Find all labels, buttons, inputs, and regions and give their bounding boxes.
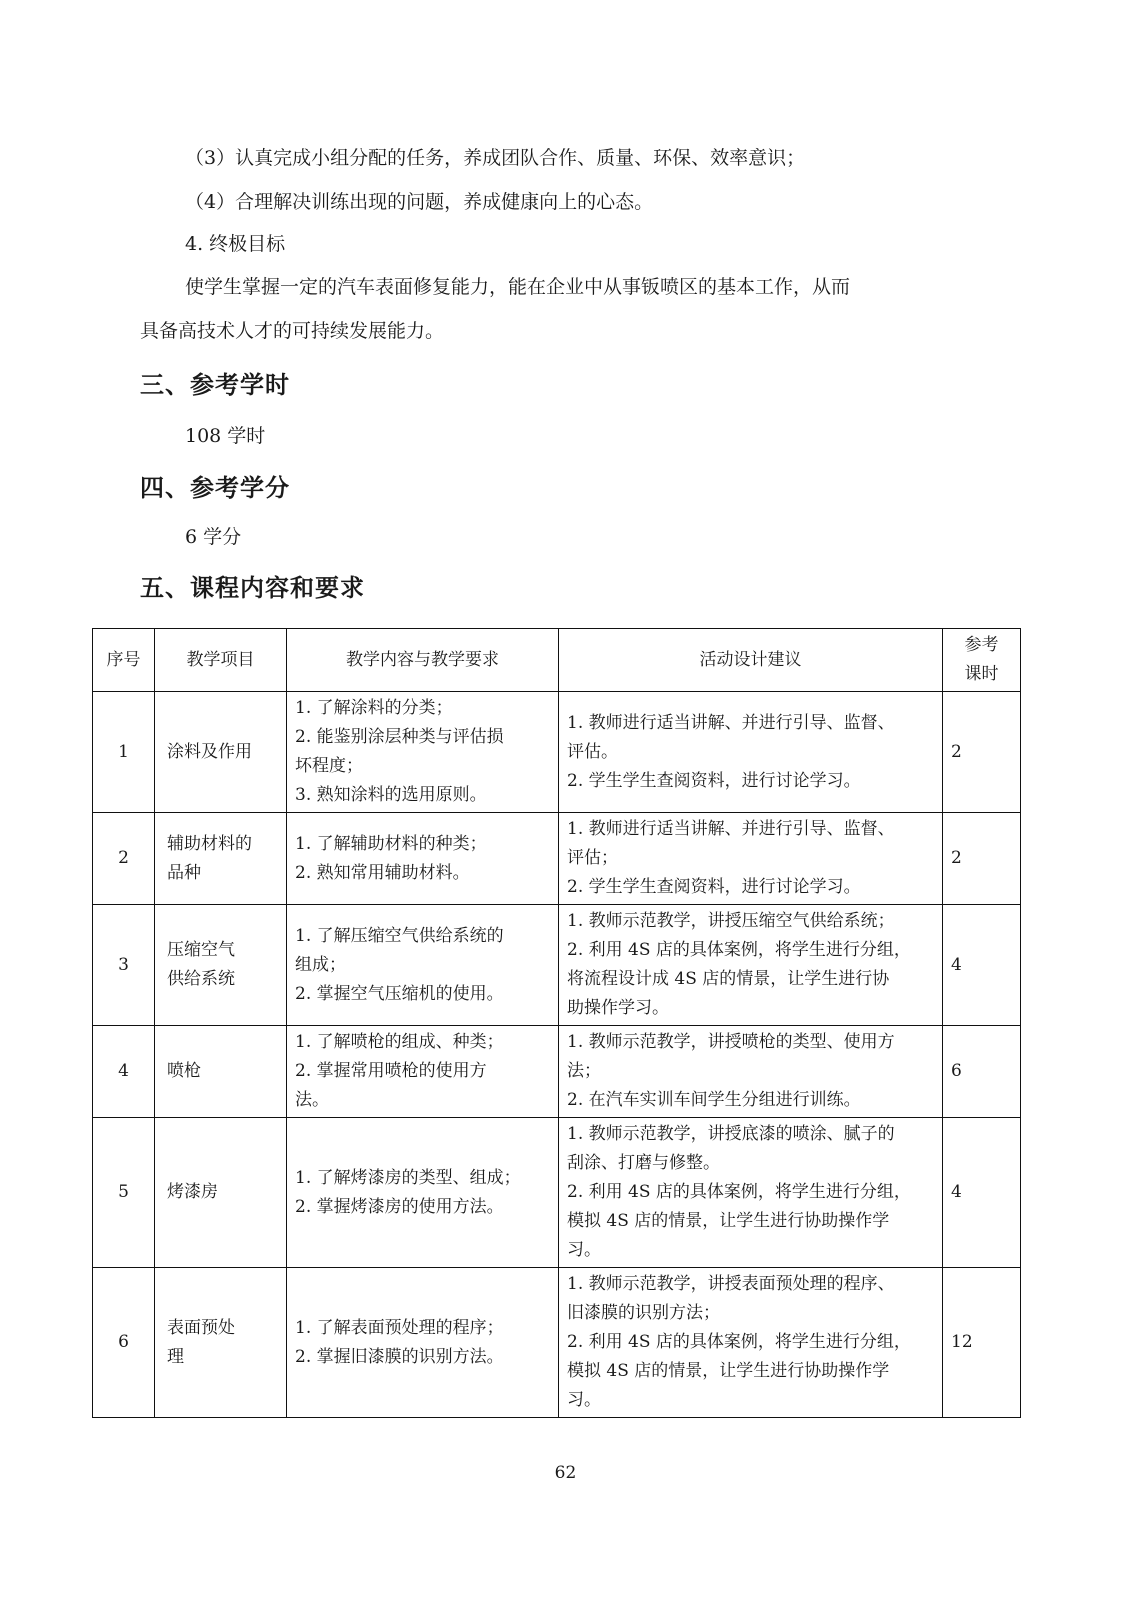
- cell-content-line: 2. 熟知常用辅助材料。: [295, 862, 470, 883]
- cell-activity-line: 2. 利用 4S 店的具体案例，将学生进行分组，: [567, 1332, 911, 1352]
- cell-content-line: 2. 掌握常用喷枪的使用方: [295, 1061, 487, 1081]
- cell-hours: 4: [943, 1118, 1021, 1268]
- header-index: 序号: [93, 629, 155, 692]
- cell-content-line: 1. 了解喷枪的组成、种类；: [295, 1032, 504, 1052]
- cell-item-line: 品种: [167, 862, 201, 883]
- cell-activity-line: 模拟 4S 店的情景，让学生进行协助操作学: [567, 1211, 890, 1231]
- cell-content-line: 坏程度；: [295, 756, 363, 776]
- page-number: 62: [554, 1463, 577, 1483]
- cell-index: 2: [93, 813, 155, 905]
- cell-hours: 6: [943, 1026, 1021, 1118]
- cell-hours: 2: [943, 692, 1021, 813]
- cell-content: [287, 905, 559, 1026]
- cell-activity-line: 1. 教师进行适当讲解、并进行引导、监督、: [567, 819, 895, 839]
- cell-activity: [559, 1118, 943, 1268]
- cell-content: [287, 813, 559, 905]
- header-content: 教学内容与教学要求: [287, 629, 559, 692]
- cell-activity: [559, 1026, 943, 1118]
- cell-item-line: 供给系统: [167, 969, 235, 989]
- header-hours-line-2: 课时: [964, 664, 999, 684]
- cell-item-line: 喷枪: [167, 1061, 201, 1081]
- cell-index: 4: [93, 1026, 155, 1118]
- cell-item-line: 烤漆房: [167, 1182, 218, 1202]
- cell-index: 3: [93, 905, 155, 1026]
- objective-item-3: （3）认真完成小组分配的任务，养成团队合作、质量、环保、效率意识；: [185, 147, 806, 169]
- cell-content-line: 2. 掌握空气压缩机的使用。: [295, 983, 504, 1004]
- cell-item: [155, 692, 287, 813]
- section-title-credits: 四、参考学分: [140, 474, 290, 502]
- section-title-hours: 三、参考学时: [140, 371, 290, 399]
- header-item: 教学项目: [155, 629, 287, 692]
- cell-activity-line: 1. 教师进行适当讲解、并进行引导、监督、: [567, 712, 895, 733]
- cell-content-line: 1. 了解烤漆房的类型、组成；: [295, 1167, 521, 1188]
- cell-content-line: 2. 掌握烤漆房的使用方法。: [295, 1196, 504, 1217]
- cell-item: [155, 1026, 287, 1118]
- cell-item: [155, 813, 287, 905]
- cell-item: [155, 905, 287, 1026]
- section-title-content: 五、课程内容和要求: [140, 574, 365, 602]
- cell-activity-line: 2. 在汽车实训车间学生分组进行训练。: [567, 1090, 861, 1110]
- cell-activity-line: 评估；: [567, 848, 618, 868]
- course-content-table: [92, 628, 1021, 1418]
- cell-activity: [559, 1268, 943, 1418]
- cell-activity-line: 1. 教师示范教学，讲授底漆的喷涂、腻子的: [567, 1124, 895, 1144]
- table-row: [93, 692, 1021, 813]
- cell-item-line: 理: [167, 1346, 184, 1367]
- cell-activity-line: 2. 利用 4S 店的具体案例，将学生进行分组，: [567, 940, 911, 960]
- cell-content-line: 1. 了解涂料的分类；: [295, 698, 453, 718]
- cell-activity: [559, 692, 943, 813]
- cell-index: 6: [93, 1268, 155, 1418]
- cell-activity-line: 2. 利用 4S 店的具体案例，将学生进行分组，: [567, 1182, 911, 1202]
- cell-activity-line: 2. 学生学生查阅资料，进行讨论学习。: [567, 877, 861, 897]
- cell-activity-line: 2. 学生学生查阅资料，进行讨论学习。: [567, 770, 861, 791]
- cell-index: 1: [93, 692, 155, 813]
- cell-activity-line: 模拟 4S 店的情景，让学生进行协助操作学: [567, 1361, 890, 1381]
- table-row: [93, 1118, 1021, 1268]
- cell-item: [155, 1118, 287, 1268]
- cell-activity-line: 刮涂、打磨与修整。: [567, 1153, 720, 1173]
- cell-activity-line: 评估。: [567, 741, 618, 762]
- cell-activity-line: 习。: [567, 1390, 601, 1410]
- cell-item-line: 表面预处: [167, 1317, 235, 1338]
- cell-activity: [559, 905, 943, 1026]
- header-activity: 活动设计建议: [559, 629, 943, 692]
- goal-text-line-1: 使学生掌握一定的汽车表面修复能力，能在企业中从事钣喷区的基本工作，从而: [185, 276, 851, 298]
- cell-activity-line: 将流程设计成 4S 店的情景，让学生进行协: [567, 969, 890, 989]
- cell-content-line: 3. 熟知涂料的选用原则。: [295, 785, 487, 805]
- cell-content-line: 法。: [295, 1090, 329, 1110]
- cell-content-line: 1. 了解压缩空气供给系统的: [295, 925, 504, 946]
- cell-content: [287, 1118, 559, 1268]
- cell-content: [287, 1268, 559, 1418]
- table-row: [93, 1026, 1021, 1118]
- cell-activity-line: 1. 教师示范教学，讲授压缩空气供给系统；: [567, 911, 895, 931]
- header-hours-line-1: 参考: [964, 635, 999, 655]
- goal-text-line-2: 具备高技术人才的可持续发展能力。: [140, 320, 445, 342]
- header-hours: [943, 629, 1021, 692]
- cell-item: [155, 1268, 287, 1418]
- cell-item-line: 压缩空气: [167, 940, 235, 960]
- cell-content-line: 2. 掌握旧漆膜的识别方法。: [295, 1346, 504, 1367]
- cell-content: [287, 1026, 559, 1118]
- cell-activity: [559, 813, 943, 905]
- cell-hours: 4: [943, 905, 1021, 1026]
- table-row: [93, 813, 1021, 905]
- cell-activity-line: 习。: [567, 1240, 601, 1260]
- goal-heading: 4. 终极目标: [185, 233, 286, 255]
- cell-content-line: 组成；: [295, 954, 346, 975]
- cell-activity-line: 法；: [567, 1061, 601, 1081]
- cell-hours: 2: [943, 813, 1021, 905]
- table-row: [93, 1268, 1021, 1418]
- cell-item-line: 辅助材料的: [167, 833, 252, 854]
- cell-activity-line: 旧漆膜的识别方法；: [567, 1303, 720, 1323]
- cell-activity-line: 1. 教师示范教学，讲授喷枪的类型、使用方: [567, 1032, 895, 1052]
- cell-item-line: 涂料及作用: [167, 741, 252, 762]
- table-header-row: [93, 629, 1021, 692]
- hours-value: 108 学时: [185, 425, 266, 447]
- cell-activity-line: 助操作学习。: [567, 998, 669, 1018]
- cell-index: 5: [93, 1118, 155, 1268]
- cell-hours: 12: [943, 1268, 1021, 1418]
- cell-content-line: 1. 了解表面预处理的程序；: [295, 1317, 504, 1338]
- cell-content-line: 1. 了解辅助材料的种类；: [295, 833, 487, 854]
- table-row: [93, 905, 1021, 1026]
- credits-value: 6 学分: [185, 526, 242, 548]
- cell-content-line: 2. 能鉴别涂层种类与评估损: [295, 727, 504, 747]
- cell-activity-line: 1. 教师示范教学，讲授表面预处理的程序、: [567, 1274, 895, 1294]
- objective-item-4: （4）合理解决训练出现的问题，养成健康向上的心态。: [185, 191, 654, 213]
- cell-content: [287, 692, 559, 813]
